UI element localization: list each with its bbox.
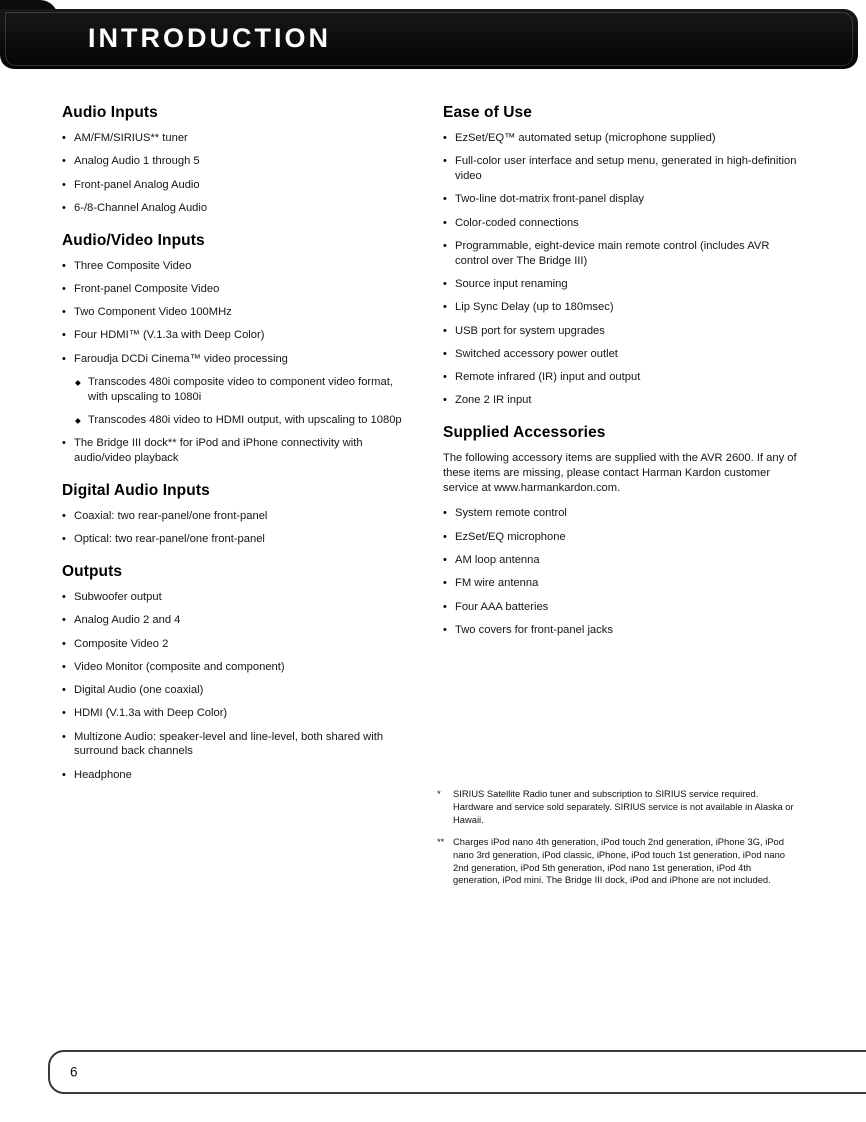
- bullet-text: Analog Audio 1 through 5: [74, 155, 200, 168]
- dot-bullet-icon: •: [443, 371, 447, 384]
- bullet-item: [443, 324, 797, 339]
- diamond-bullet-icon: ◆: [75, 377, 81, 387]
- bullet-text: Front-panel Composite Video: [74, 282, 220, 295]
- dot-bullet-icon: •: [62, 155, 66, 168]
- section-heading: Digital Audio Inputs: [62, 481, 210, 499]
- bullet-item: [443, 239, 797, 269]
- bullet-item: [62, 375, 402, 405]
- bullet-text: Source input renaming: [455, 277, 568, 290]
- bullet-text: Three Composite Video: [74, 259, 192, 272]
- dot-bullet-icon: •: [62, 684, 66, 697]
- bullet-text: Transcodes 480i composite video to component video format, with upscaling to 1080i: [88, 376, 393, 403]
- footnotes: [437, 788, 799, 888]
- bullet-item: [62, 768, 402, 783]
- bullet-text: Zone 2 IR input: [455, 394, 532, 407]
- dot-bullet-icon: •: [62, 201, 66, 214]
- footnote: [437, 788, 799, 827]
- feature-section: [62, 232, 402, 466]
- bullet-item: [62, 613, 402, 628]
- bullet-text: Transcodes 480i video to HDMI output, with upscaling to 1080p: [88, 414, 402, 427]
- bullet-item: [62, 637, 402, 652]
- dot-bullet-icon: •: [443, 132, 447, 144]
- dot-bullet-icon: •: [443, 239, 447, 252]
- section-heading: Outputs: [62, 563, 123, 580]
- dot-bullet-icon: •: [443, 507, 447, 520]
- footnote: [437, 836, 799, 888]
- bullet-list: [62, 509, 402, 547]
- bullet-item: [62, 328, 402, 343]
- bullet-text: HDMI (V.1.3a with Deep Color): [74, 707, 228, 720]
- bullet-text: Subwoofer output: [74, 591, 162, 603]
- bullet-text: Analog Audio 2 and 4: [74, 614, 181, 627]
- dot-bullet-icon: •: [443, 155, 447, 168]
- footnote-marker: **: [437, 835, 445, 847]
- bullet-item: [443, 393, 797, 408]
- dot-bullet-icon: •: [443, 530, 447, 543]
- bullet-item: [62, 730, 402, 760]
- left-column: [62, 104, 402, 791]
- dot-bullet-icon: •: [62, 132, 66, 144]
- bullet-item: [62, 590, 402, 605]
- bullet-text: Two-line dot-matrix front-panel display: [455, 193, 645, 206]
- bullet-list: [443, 131, 797, 408]
- bullet-item: [62, 178, 402, 193]
- dot-bullet-icon: •: [443, 347, 447, 360]
- bullet-item: [443, 347, 797, 362]
- page-number: 6: [70, 1064, 78, 1080]
- right-column: [437, 104, 797, 896]
- dot-bullet-icon: •: [62, 509, 66, 522]
- page-title: INTRODUCTION: [88, 22, 331, 53]
- bullet-list: [62, 590, 402, 783]
- diamond-bullet-icon: ◆: [75, 415, 81, 425]
- bullet-list: [62, 259, 402, 466]
- dot-bullet-icon: •: [62, 660, 66, 673]
- bullet-text: Lip Sync Delay (up to 180msec): [455, 301, 614, 314]
- right-column-sections: [443, 104, 797, 638]
- dot-bullet-icon: •: [443, 554, 447, 567]
- dot-bullet-icon: •: [443, 600, 447, 613]
- bullet-item: [443, 576, 797, 591]
- bullet-text: Headphone: [74, 768, 132, 781]
- bullet-text: 6-/8-Channel Analog Audio: [74, 201, 208, 214]
- bullet-item: [443, 131, 797, 146]
- bullet-item: [443, 216, 797, 231]
- bullet-item: [62, 706, 402, 721]
- bullet-text: EzSet/EQ™ automated setup (microphone supplied): [455, 132, 716, 144]
- bullet-item: [62, 259, 402, 274]
- bullet-list: [62, 131, 402, 216]
- bullet-text: Switched accessory power outlet: [455, 347, 618, 360]
- bullet-item: [62, 413, 402, 428]
- dot-bullet-icon: •: [62, 352, 66, 365]
- footnote-text: SIRIUS Satellite Radio tuner and subscription to SIRIUS service required. Hardware and service sold separately. SIRIUS service is not available in Alaska or Hawaii.: [453, 787, 794, 825]
- bullet-text: Two covers for front-panel jacks: [455, 623, 613, 636]
- dot-bullet-icon: •: [62, 707, 66, 720]
- dot-bullet-icon: •: [62, 768, 66, 781]
- bullet-item: [62, 532, 402, 547]
- bullet-item: [62, 282, 402, 297]
- dot-bullet-icon: •: [443, 577, 447, 590]
- bullet-item: [443, 370, 797, 385]
- feature-section: [443, 424, 797, 638]
- dot-bullet-icon: •: [62, 730, 66, 743]
- bullet-text: Video Monitor (composite and component): [74, 660, 285, 673]
- dot-bullet-icon: •: [62, 259, 66, 272]
- dot-bullet-icon: •: [443, 394, 447, 407]
- bullet-item: [443, 154, 797, 184]
- bullet-item: [443, 192, 797, 207]
- dot-bullet-icon: •: [62, 637, 66, 650]
- bullet-list: [443, 506, 797, 637]
- bullet-item: [443, 530, 797, 545]
- bullet-text: Four AAA batteries: [455, 600, 549, 613]
- bullet-text: Full-color user interface and setup menu, generated in high-definition video: [455, 155, 797, 183]
- dot-bullet-icon: •: [443, 324, 447, 337]
- dot-bullet-icon: •: [62, 329, 66, 342]
- bullet-text: Composite Video 2: [74, 637, 169, 650]
- dot-bullet-icon: •: [62, 533, 66, 546]
- bullet-item: [62, 509, 402, 524]
- header-banner: [0, 9, 858, 69]
- bullet-text: Coaxial: two rear-panel/one front-panel: [74, 509, 268, 522]
- section-intro: The following accessory items are supplied with the AVR 2600. If any of these items are missing, please contact Harman Kardon customer service at www.harmankardon.com.: [443, 452, 797, 495]
- bullet-text: Multizone Audio: speaker-level and line-level, both shared with surround back channels: [74, 730, 384, 758]
- bullet-item: [62, 201, 402, 216]
- bullet-item: [62, 683, 402, 698]
- bullet-item: [443, 506, 797, 521]
- bullet-item: [62, 352, 402, 367]
- bullet-text: USB port for system upgrades: [455, 324, 605, 337]
- feature-section: [62, 482, 402, 547]
- bullet-item: [62, 154, 402, 169]
- bullet-text: Digital Audio (one coaxial): [74, 684, 204, 697]
- bullet-item: [62, 131, 402, 146]
- section-heading: Audio Inputs: [62, 104, 158, 121]
- dot-bullet-icon: •: [443, 277, 447, 290]
- dot-bullet-icon: •: [443, 623, 447, 636]
- dot-bullet-icon: •: [62, 614, 66, 627]
- section-heading: Audio/Video Inputs: [62, 231, 205, 249]
- footnote-text: Charges iPod nano 4th generation, iPod touch 2nd generation, iPhone 3G, iPod nano 3rd generation, iPod classic, iPhone, iPod touch 1st generation, iPod nano 2nd generation, iPod 5th generation, iPod nano 1st generation, iPod 4th generation, iPod mini. The Bridge III dock, iPod and iPhone are not included.: [453, 835, 785, 886]
- dot-bullet-icon: •: [443, 301, 447, 314]
- bullet-text: EzSet/EQ microphone: [455, 530, 566, 543]
- section-heading: Supplied Accessories: [443, 424, 606, 442]
- dot-bullet-icon: •: [443, 216, 447, 229]
- feature-section: [443, 104, 797, 408]
- bullet-item: [62, 436, 402, 466]
- footer-page-box: [48, 1050, 866, 1094]
- bullet-text: Optical: two rear-panel/one front-panel: [74, 533, 265, 546]
- dot-bullet-icon: •: [62, 282, 66, 295]
- bullet-text: Faroudja DCDi Cinema™ video processing: [74, 352, 288, 365]
- section-heading: Ease of Use: [443, 104, 532, 121]
- bullet-text: Two Component Video 100MHz: [74, 306, 232, 319]
- bullet-text: Remote infrared (IR) input and output: [455, 371, 641, 384]
- dot-bullet-icon: •: [62, 591, 66, 603]
- bullet-item: [443, 277, 797, 292]
- bullet-text: System remote control: [455, 507, 567, 520]
- bullet-text: FM wire antenna: [455, 577, 539, 590]
- dot-bullet-icon: •: [62, 437, 66, 450]
- bullet-item: [443, 300, 797, 315]
- bullet-text: Programmable, eight-device main remote control (includes AVR control over The Bridge III): [455, 239, 770, 267]
- bullet-text: AM loop antenna: [455, 554, 540, 567]
- dot-bullet-icon: •: [443, 193, 447, 206]
- bullet-text: The Bridge III dock** for iPod and iPhone connectivity with audio/video playback: [74, 437, 363, 465]
- bullet-text: Four HDMI™ (V.1.3a with Deep Color): [74, 329, 265, 342]
- bullet-item: [62, 660, 402, 675]
- dot-bullet-icon: •: [62, 178, 66, 191]
- feature-section: [62, 563, 402, 783]
- bullet-item: [443, 600, 797, 615]
- bullet-text: AM/FM/SIRIUS** tuner: [74, 132, 188, 144]
- dot-bullet-icon: •: [62, 306, 66, 319]
- bullet-item: [443, 623, 797, 638]
- bullet-text: Color-coded connections: [455, 216, 579, 229]
- bullet-item: [443, 553, 797, 568]
- bullet-text: Front-panel Analog Audio: [74, 178, 200, 191]
- bullet-item: [62, 305, 402, 320]
- footnote-marker: *: [437, 787, 441, 799]
- feature-section: [62, 104, 402, 216]
